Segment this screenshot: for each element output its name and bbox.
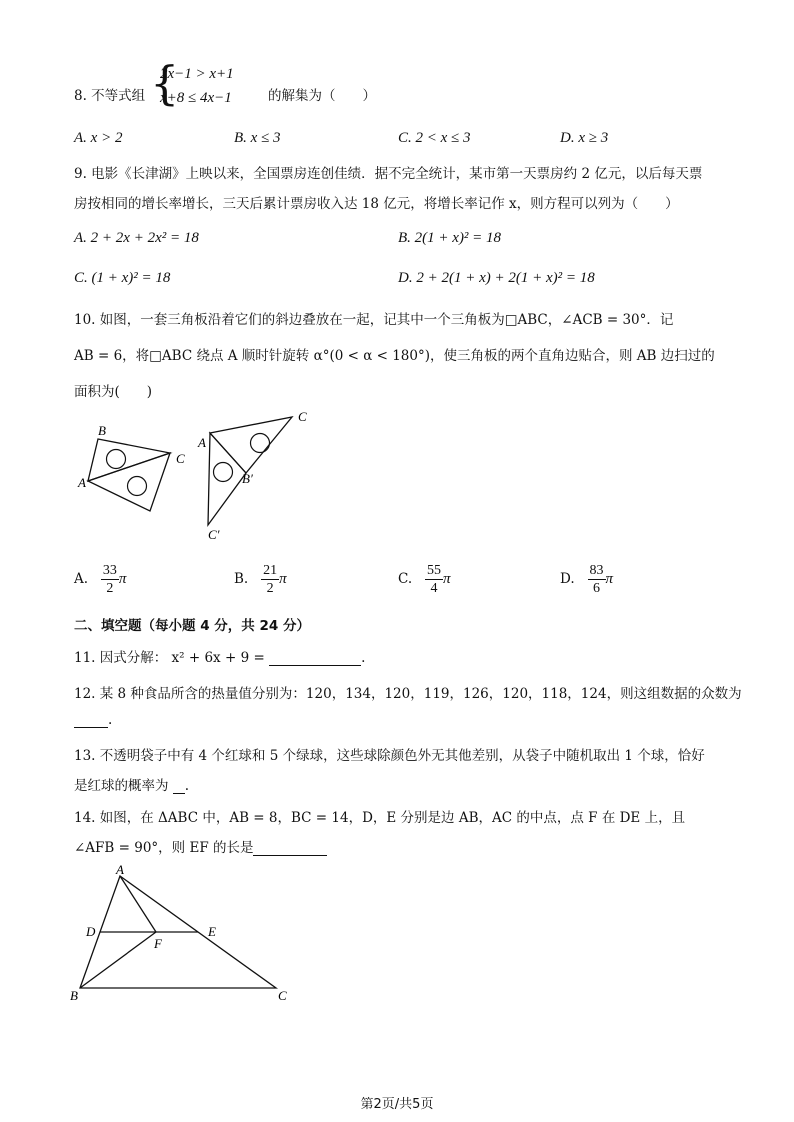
label-d: D [86, 924, 96, 939]
q8-option-c: C. 2 < x ≤ 3 [398, 130, 471, 146]
label-c: C [176, 451, 185, 466]
label-c: C [278, 988, 287, 1003]
q11: 11. 因式分解： x² + 6x + 9 = . [74, 650, 366, 666]
answer-blank [74, 713, 108, 728]
q10-line-1: 10. 如图，一套三角板沿着它们的斜边叠放在一起，记其中一个三角板为□ABC，∠ACB = 30°．记 [74, 312, 674, 328]
label-a: A [78, 475, 86, 490]
q8-ineq-2: x+8 ≤ 4x−1 [160, 90, 232, 106]
label-c-prime: C′ [208, 527, 220, 542]
q10-triangle-figure [70, 405, 350, 545]
q13-line-1: 13. 不透明袋子中有 4 个红球和 5 个绿球，这些球除颜色外无其他差别，从袋子中随机取出 1 个球，恰好 [74, 748, 705, 764]
fraction: $\frac{21}{2}$ [263, 563, 278, 596]
q14-triangle-figure [66, 860, 306, 1010]
q10-figure-before [77, 423, 185, 511]
label-b: B [70, 988, 78, 1003]
label-b-prime: B′ [242, 471, 253, 486]
q9-option-d: D. 2 + 2(1 + x) + 2(1 + x)² = 18 [398, 270, 595, 286]
q14-line-2: ∠AFB = 90°，则 EF 的长是 [74, 836, 327, 856]
label-a-rotated: A [198, 435, 206, 450]
q9-option-c: C. (1 + x)² = 18 [74, 270, 171, 286]
q8-option-b: B. x ≤ 3 [234, 130, 281, 146]
q10-option-c: C. $\frac{55}{4}$ π [398, 563, 451, 596]
label-a: A [116, 862, 124, 877]
q8-option-a: A. x > 2 [74, 130, 123, 146]
q9-line-2: 房按相同的增长率增长，三天后累计票房收入达 18 亿元，将增长率记作 x，则方程可以列为（ ） [74, 196, 679, 212]
q8-ineq-1: 2x−1 > x+1 [160, 66, 234, 82]
circle-hole-icon [214, 463, 233, 482]
q10-option-d: D. $\frac{83}{6}$ π [560, 563, 614, 596]
label-e: E [208, 924, 216, 939]
label-b: B [98, 423, 106, 438]
q12-line-2: . [74, 712, 112, 728]
fraction: $\frac{33}{2}$ [102, 563, 117, 596]
q14-line-1: 14. 如图，在 ΔABC 中，AB = 8，BC = 14，D，E 分别是边 AB，AC 的中点，点 F 在 DE 上，且 [74, 810, 686, 826]
q9-line-1: 9. 电影《长津湖》上映以来，全国票房连创佳绩．据不完全统计，某市第一天票房约 2 亿元，以后每天票 [74, 166, 703, 182]
q8-prefix: 8. 不等式组 [74, 88, 146, 104]
q9-option-b: B. 2(1 + x)² = 18 [398, 230, 502, 246]
page-footer: 第2页/共5页 [360, 1097, 434, 1112]
label-f: F [154, 936, 162, 951]
q8-option-d: D. x ≥ 3 [560, 130, 609, 146]
answer-blank [269, 651, 361, 666]
q10-line-3: 面积为( ) [74, 384, 153, 400]
q10-option-a: A. $\frac{33}{2}$ π [74, 563, 127, 596]
brace-icon: { [150, 56, 180, 110]
q13-line-2: 是红球的概率为 . [74, 778, 190, 794]
q8-inequality-system [150, 56, 270, 114]
answer-blank [253, 841, 327, 856]
q8-suffix: 的解集为（ ） [268, 88, 376, 104]
q10-option-b: B. $\frac{21}{2}$ π [234, 563, 287, 596]
q9-option-a: A. 2 + 2x + 2x² = 18 [74, 230, 199, 246]
q10-line-2: AB = 6，将□ABC 绕点 A 顺时针旋转 α°(0 < α < 180°)，使三角板的两个直角边贴合，则 AB 边扫过的 [74, 348, 715, 364]
label-c-rotated: C [298, 409, 307, 424]
fraction: $\frac{55}{4}$ [427, 563, 442, 596]
fraction: $\frac{83}{6}$ [589, 563, 604, 596]
circle-hole-icon [251, 434, 270, 453]
answer-blank [173, 779, 185, 794]
q12-line-1: 12. 某 8 种食品所含的热量值分别为：120，134，120，119，126，120，118，124，则这组数据的众数为 [74, 686, 742, 702]
q10-figure-after [197, 409, 307, 542]
section-heading: 二、填空题（每小题 4 分，共 24 分） [74, 618, 310, 634]
circle-hole-icon [107, 450, 126, 469]
circle-hole-icon [128, 477, 147, 496]
